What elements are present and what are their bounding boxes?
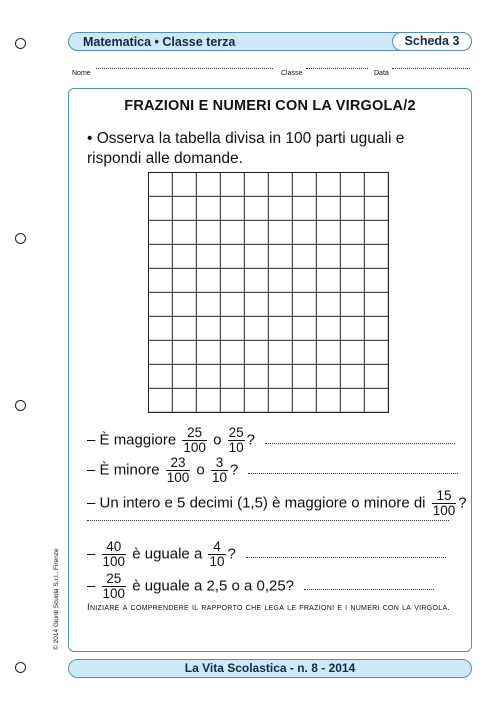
answer-line[interactable] [248,473,458,474]
answer-line[interactable] [304,589,434,590]
sheet-label: Scheda 3 [392,32,472,51]
answer-line[interactable] [265,443,455,444]
binder-hole-bottom [15,662,26,673]
question-1: – È maggiore $\frac{25}{100}$ o $\frac{25}{10}$ ? [87,426,455,455]
header-bar [68,32,472,51]
fraction: $\frac{3}{10}$ [211,455,227,485]
copyright-credit: © 2014 Giunti Scuola S.r.l., Firenze [53,548,60,650]
date-label: Data [374,70,389,77]
subject-title: Matematica • Classe terza [83,35,236,49]
fraction: $\frac{25}{100}$ [102,571,126,601]
answer-line[interactable] [87,520,449,521]
teacher-note: Iniziare a comprendere il rapporto che lega le frazioni e i numeri con la virgola. [87,602,451,613]
fraction: $\frac{40}{100}$ [102,539,126,569]
binder-hole-lower [15,400,26,411]
worksheet-title: FRAZIONI E NUMERI CON LA VIRGOLA/2 [124,98,416,114]
instructions: • Osserva la tabella divisa in 100 parti uguali e rispondi alle domande. [87,130,405,167]
name-class-date-row [72,68,472,80]
worksheet-card [68,88,472,652]
class-field[interactable] [306,68,368,69]
footer-bar: La Vita Scolastica - n. 8 - 2014 [68,659,472,678]
fraction: $\frac{4}{10}$ [209,539,225,569]
name-label: Nome [72,70,91,77]
binder-hole-top [15,38,26,49]
class-label: Classe [281,70,303,77]
question-2: – È minore $\frac{23}{100}$ o $\frac{3}{10}$ ? [87,456,458,485]
question-5: – $\frac{25}{100}$ è uguale a 2,5 o a 0,25? [87,572,434,601]
fraction: $\frac{15}{100}$ [432,488,456,518]
name-field[interactable] [96,68,273,69]
fraction: $\frac{25}{100}$ [183,425,206,455]
question-3: – Un intero e 5 decimi (1,5) è maggiore o minore di $\frac{15}{100}$ ? [87,488,467,518]
fraction: $\frac{23}{100}$ [166,455,190,485]
fraction: $\frac{25}{10}$ [228,425,244,455]
question-4: – $\frac{40}{100}$ è uguale a $\frac{4}{10}$ ? [87,540,446,569]
hundred-grid [148,172,389,413]
date-field[interactable] [392,68,470,69]
binder-hole-upper [15,233,26,244]
answer-line[interactable] [246,557,446,558]
